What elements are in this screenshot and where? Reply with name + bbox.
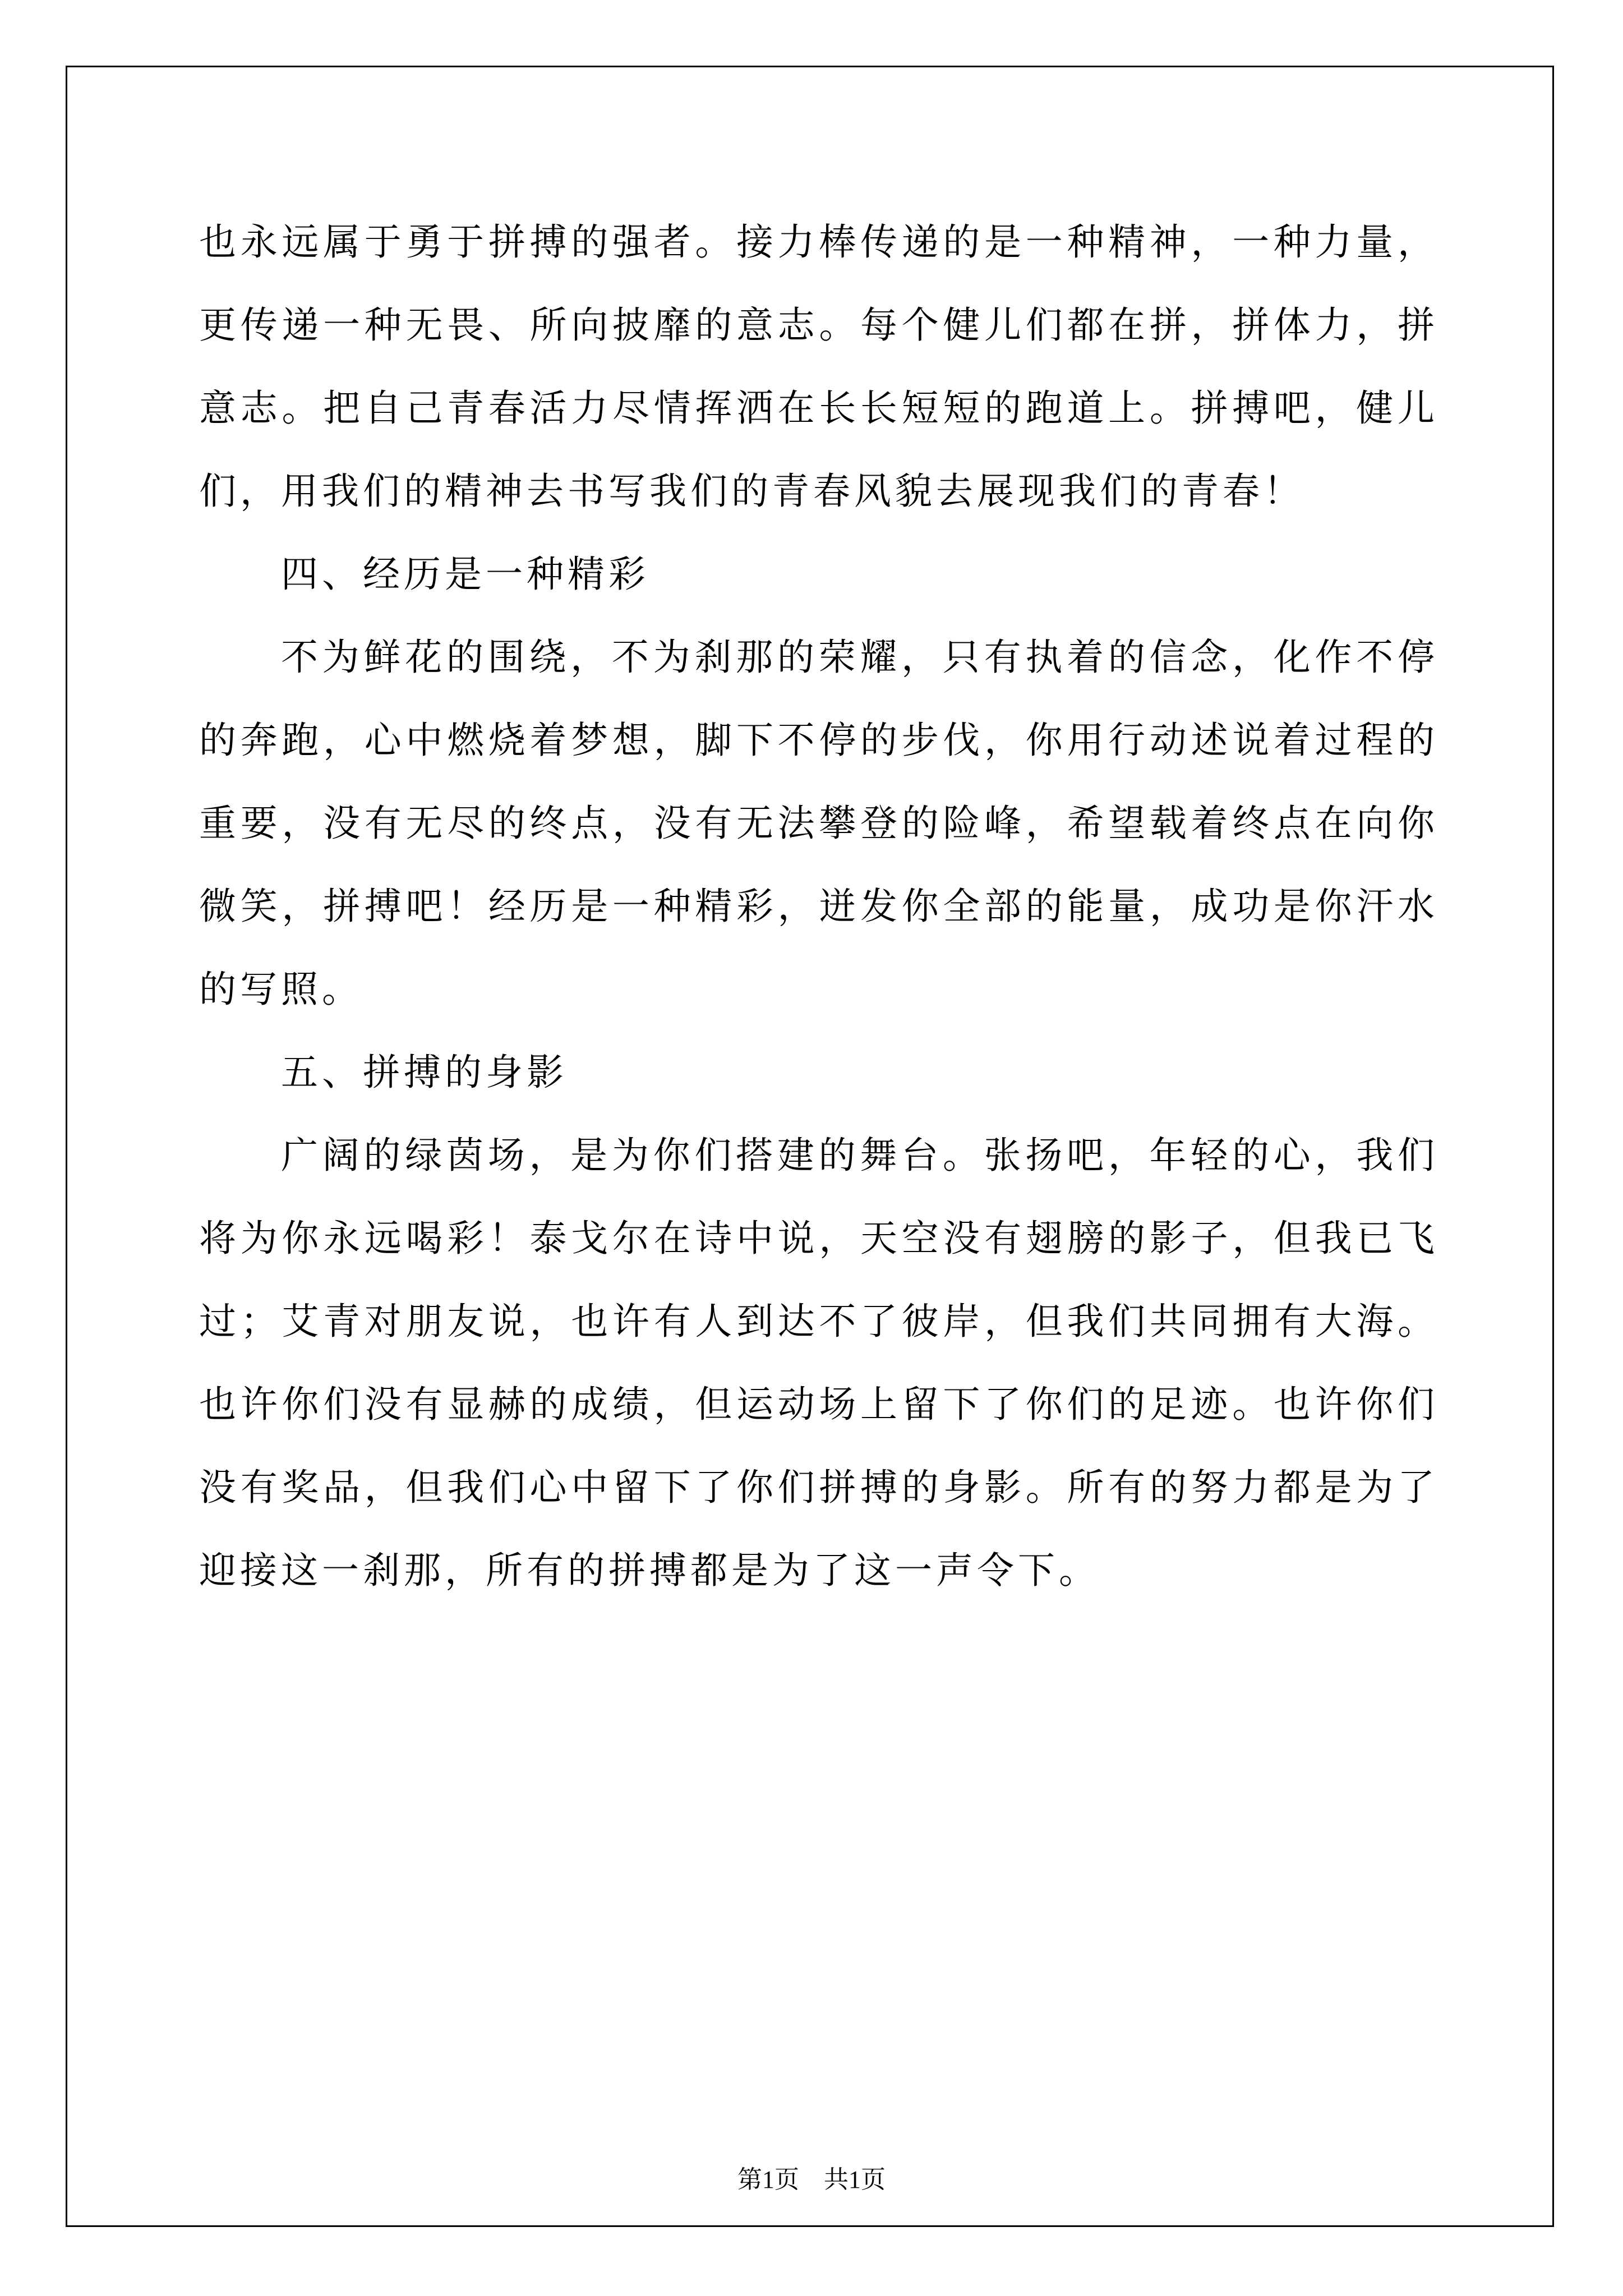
page-number-current: 第1页 [737,2166,799,2193]
document-body [199,201,1438,1612]
section-heading-figure: 五、拼搏的身影 [281,1051,568,1094]
page-footer [0,2163,1623,2197]
section-heading-experience: 四、经历是一种精彩 [281,553,649,596]
paragraph-experience: 不为鲜花的围绕，不为刹那的荣耀，只有执着的信念，化作不停的奔跑，心中燃烧着梦想，脚下不停的步伐，你用行动述说着过程的重要，没有无尽的终点，没有无法攀登的险峰，希望载着终点在向你微笑，拼搏吧！经历是一种精彩，迸发你全部的能量，成功是你汗水的写照。 [199,636,1438,1011]
page-number-total: 共1页 [824,2166,886,2193]
paragraph-continuation: 也永远属于勇于拼搏的强者。接力棒传递的是一种精神，一种力量，更传递一种无畏、所向披靡的意志。每个健儿们都在拼，拼体力，拼意志。把自己青春活力尽情挥洒在长长短短的跑道上。拼搏吧，健儿们，用我们的精神去书写我们的青春风貌去展现我们的青春！ [199,220,1438,513]
paragraph-figure: 广阔的绿茵场，是为你们搭建的舞台。张扬吧，年轻的心，我们将为你永远喝彩！泰戈尔在诗中说，天空没有翅膀的影子，但我已飞过；艾青对朋友说，也许有人到达不了彼岸，但我们共同拥有大海。也许你们没有显赫的成绩，但运动场上留下了你们的足迹。也许你们没有奖品，但我们心中留下了你们拼搏的身影。所有的努力都是为了迎接这一刹那，所有的拼搏都是为了这一声令下。 [199,1134,1438,1592]
